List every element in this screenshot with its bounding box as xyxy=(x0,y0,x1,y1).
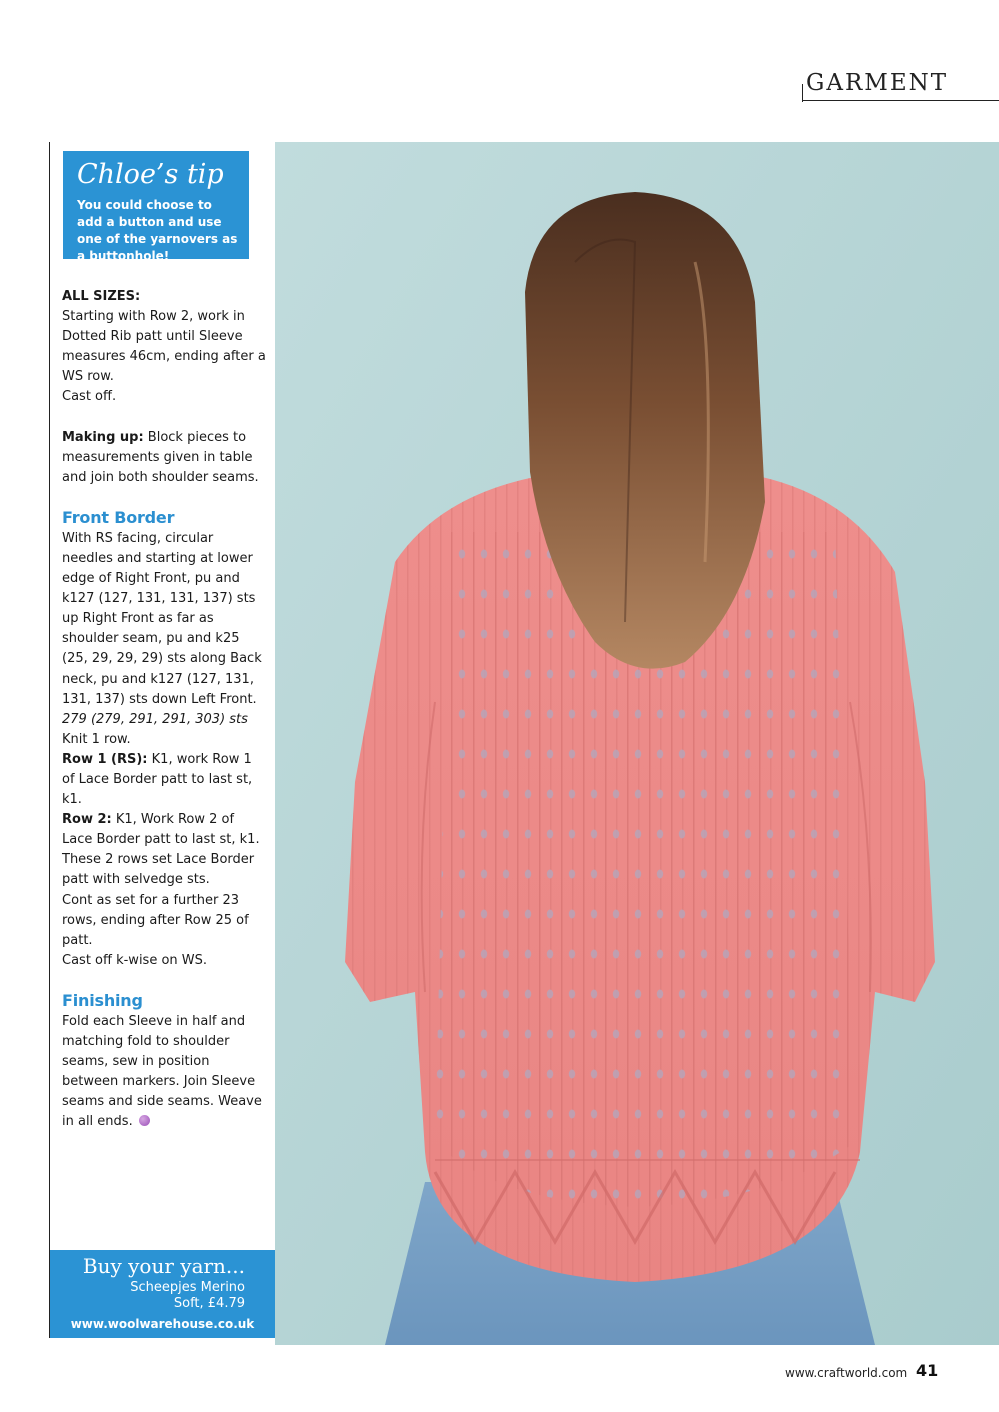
finishing-text: Fold each Sleeve in half and matching fold to shoulder seams, sew in position between markers. Join Sleeve seams and side seams. Weave in all ends. xyxy=(62,1013,262,1130)
tip-text: You could choose to add a button and use one of the yarnovers as a buttonhole! xyxy=(77,198,238,263)
finishing-heading: Finishing xyxy=(62,990,143,1010)
row-2-text: K1, Work Row 2 of Lace Border patt to last st, k1. xyxy=(62,812,260,848)
section-label: GARMENT xyxy=(806,70,949,96)
tip-box xyxy=(63,151,249,263)
making-up-paragraph xyxy=(62,428,267,488)
buy-yarn-box xyxy=(50,1250,275,1338)
all-sizes-text: Starting with Row 2, work in Dotted Rib patt until Sleeve measures 46cm, ending after a WS row. xyxy=(62,309,266,385)
rows-set-text: These 2 rows set Lace Border patt with selvedge sts. xyxy=(62,852,255,888)
cast-off-kwise-text: Cast off k-wise on WS. xyxy=(62,952,208,968)
making-up-label: Making up: xyxy=(62,429,144,445)
front-border-paragraph xyxy=(62,529,267,730)
row-2-instruction xyxy=(62,810,267,850)
left-column-rule xyxy=(49,142,50,1338)
finishing-paragraph xyxy=(62,1012,267,1133)
continue-text: Cont as set for a further 23 rows, ending after Row 25 of patt. xyxy=(62,892,249,948)
garment-photo xyxy=(275,142,999,1345)
cast-off-text: Cast off. xyxy=(62,389,117,405)
buy-yarn-product-line-1: Scheepjes Merino xyxy=(130,1280,245,1295)
tip-title: Chloe’s tip xyxy=(77,159,224,190)
making-up-text: Block pieces to measurements given in table and join both shoulder seams. xyxy=(62,429,259,485)
buy-yarn-product-line-2: Soft, £4.79 xyxy=(173,1296,245,1311)
knit-row-text: Knit 1 row. xyxy=(62,731,131,747)
row-1-text: K1, work Row 1 of Lace Border patt to last st, k1. xyxy=(62,751,253,808)
buy-yarn-title: Buy your yarn... xyxy=(82,1254,245,1278)
front-border-text: With RS facing, circular needles and starting at lower edge of Right Front, pu and k127 (127, 131, 131, 137) sts up Right Front as far as shoulder seam, pu and k25 (25, 29, 29, 29) sts along Back neck, pu and k127 (127, 131, 131, 137) sts down Left Front. xyxy=(62,530,262,707)
garment-photo-illustration xyxy=(275,142,999,1345)
yarn-ball-icon xyxy=(139,1115,150,1126)
front-border-stitch-count: 279 (279, 291, 291, 303) sts xyxy=(62,711,248,727)
row-1-label: Row 1 (RS): xyxy=(62,751,148,767)
front-border-heading: Front Border xyxy=(62,507,175,527)
footer-url: www.craftworld.com xyxy=(785,1366,908,1380)
row-1-instruction xyxy=(62,750,267,810)
buy-yarn-url[interactable]: www.woolwarehouse.co.uk xyxy=(70,1317,255,1331)
instructions-column xyxy=(62,287,267,1132)
row-2-label: Row 2: xyxy=(62,812,112,828)
page-number: 41 xyxy=(916,1361,939,1380)
section-rule-horizontal xyxy=(802,100,999,101)
all-sizes-label: ALL SIZES: xyxy=(62,289,141,304)
